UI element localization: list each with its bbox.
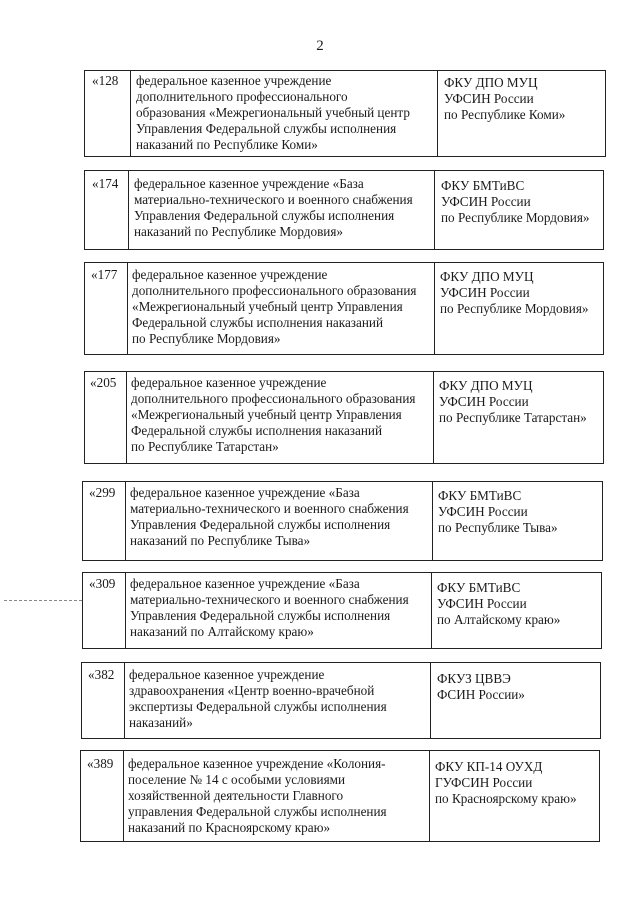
entry-description: федеральное казенное учреждение дополнительного профессионального образования «Межрегиональный учебный центр Управления Федеральной службы исполнения наказаний по Республике Татарстан» <box>131 375 416 454</box>
column-divider <box>125 481 126 561</box>
column-divider <box>130 70 131 157</box>
column-divider <box>434 262 435 355</box>
column-divider <box>432 481 433 561</box>
entry-description: федеральное казенное учреждение дополнительного профессионального образования «Межрегиональный учебный центр Управления Федеральной службы исполнения наказаний по Республике Коми» <box>136 73 410 152</box>
entry-number: «382 <box>88 667 115 682</box>
entry-description: федеральное казенное учреждение дополнительного профессионального образования «Межрегиональный учебный центр Управления Федеральной службы исполнения наказаний по Республике Мордовия» <box>132 267 417 346</box>
entry-number: «174 <box>92 176 119 191</box>
column-divider <box>127 262 128 355</box>
entry-number: «128 <box>92 73 119 88</box>
column-divider <box>124 662 125 739</box>
entry-abbreviation: ФКУ БМТиВС УФСИН России по Алтайскому краю» <box>437 580 561 627</box>
scan-mark <box>4 600 82 601</box>
column-divider <box>437 70 438 157</box>
column-divider <box>431 572 432 649</box>
entry-abbreviation: ФКУ БМТиВС УФСИН России по Республике Мордовия» <box>441 178 590 225</box>
entry-number: «205 <box>90 375 117 390</box>
entry-description: федеральное казенное учреждение здравоохранения «Центр военно-врачебной экспертизы Федеральной службы исполнения наказаний» <box>129 667 387 730</box>
entry-abbreviation: ФКУ ДПО МУЦ УФСИН России по Республике Мордовия» <box>440 269 589 316</box>
entry-abbreviation: ФКУ ДПО МУЦ УФСИН России по Республике Коми» <box>444 75 566 122</box>
page-number: 2 <box>316 38 324 54</box>
column-divider <box>128 170 129 250</box>
column-divider <box>434 170 435 250</box>
entry-description: федеральное казенное учреждение «База материально-технического и военного снабжения Управления Федеральной службы исполнения наказаний по Республике Мордовия» <box>134 176 413 239</box>
entry-abbreviation: ФКУ БМТиВС УФСИН России по Республике Тыва» <box>438 488 558 535</box>
entry-abbreviation: ФКУ ДПО МУЦ УФСИН России по Республике Татарстан» <box>439 378 587 425</box>
entry-description: федеральное казенное учреждение «База материально-технического и военного снабжения Управления Федеральной службы исполнения наказаний по Алтайскому краю» <box>130 576 409 639</box>
entry-number: «299 <box>89 485 116 500</box>
entry-description: федеральное казенное учреждение «Колония- поселение № 14 с особыми условиями хозяйственной деятельности Главного управления Федеральной службы исполнения наказаний по Красноярскому краю» <box>128 756 387 835</box>
entry-number: «309 <box>89 576 116 591</box>
entry-abbreviation: ФКУ КП-14 ОУХД ГУФСИН России по Красноярскому краю» <box>435 759 577 806</box>
entry-abbreviation: ФКУЗ ЦВВЭ ФСИН России» <box>437 671 525 702</box>
column-divider <box>430 662 431 739</box>
entry-description: федеральное казенное учреждение «База материально-технического и военного снабжения Управления Федеральной службы исполнения наказаний по Республике Тыва» <box>130 485 409 548</box>
column-divider <box>429 750 430 842</box>
column-divider <box>433 371 434 464</box>
column-divider <box>126 371 127 464</box>
column-divider <box>123 750 124 842</box>
entry-number: «177 <box>91 267 118 282</box>
column-divider <box>125 572 126 649</box>
entry-number: «389 <box>87 756 114 771</box>
